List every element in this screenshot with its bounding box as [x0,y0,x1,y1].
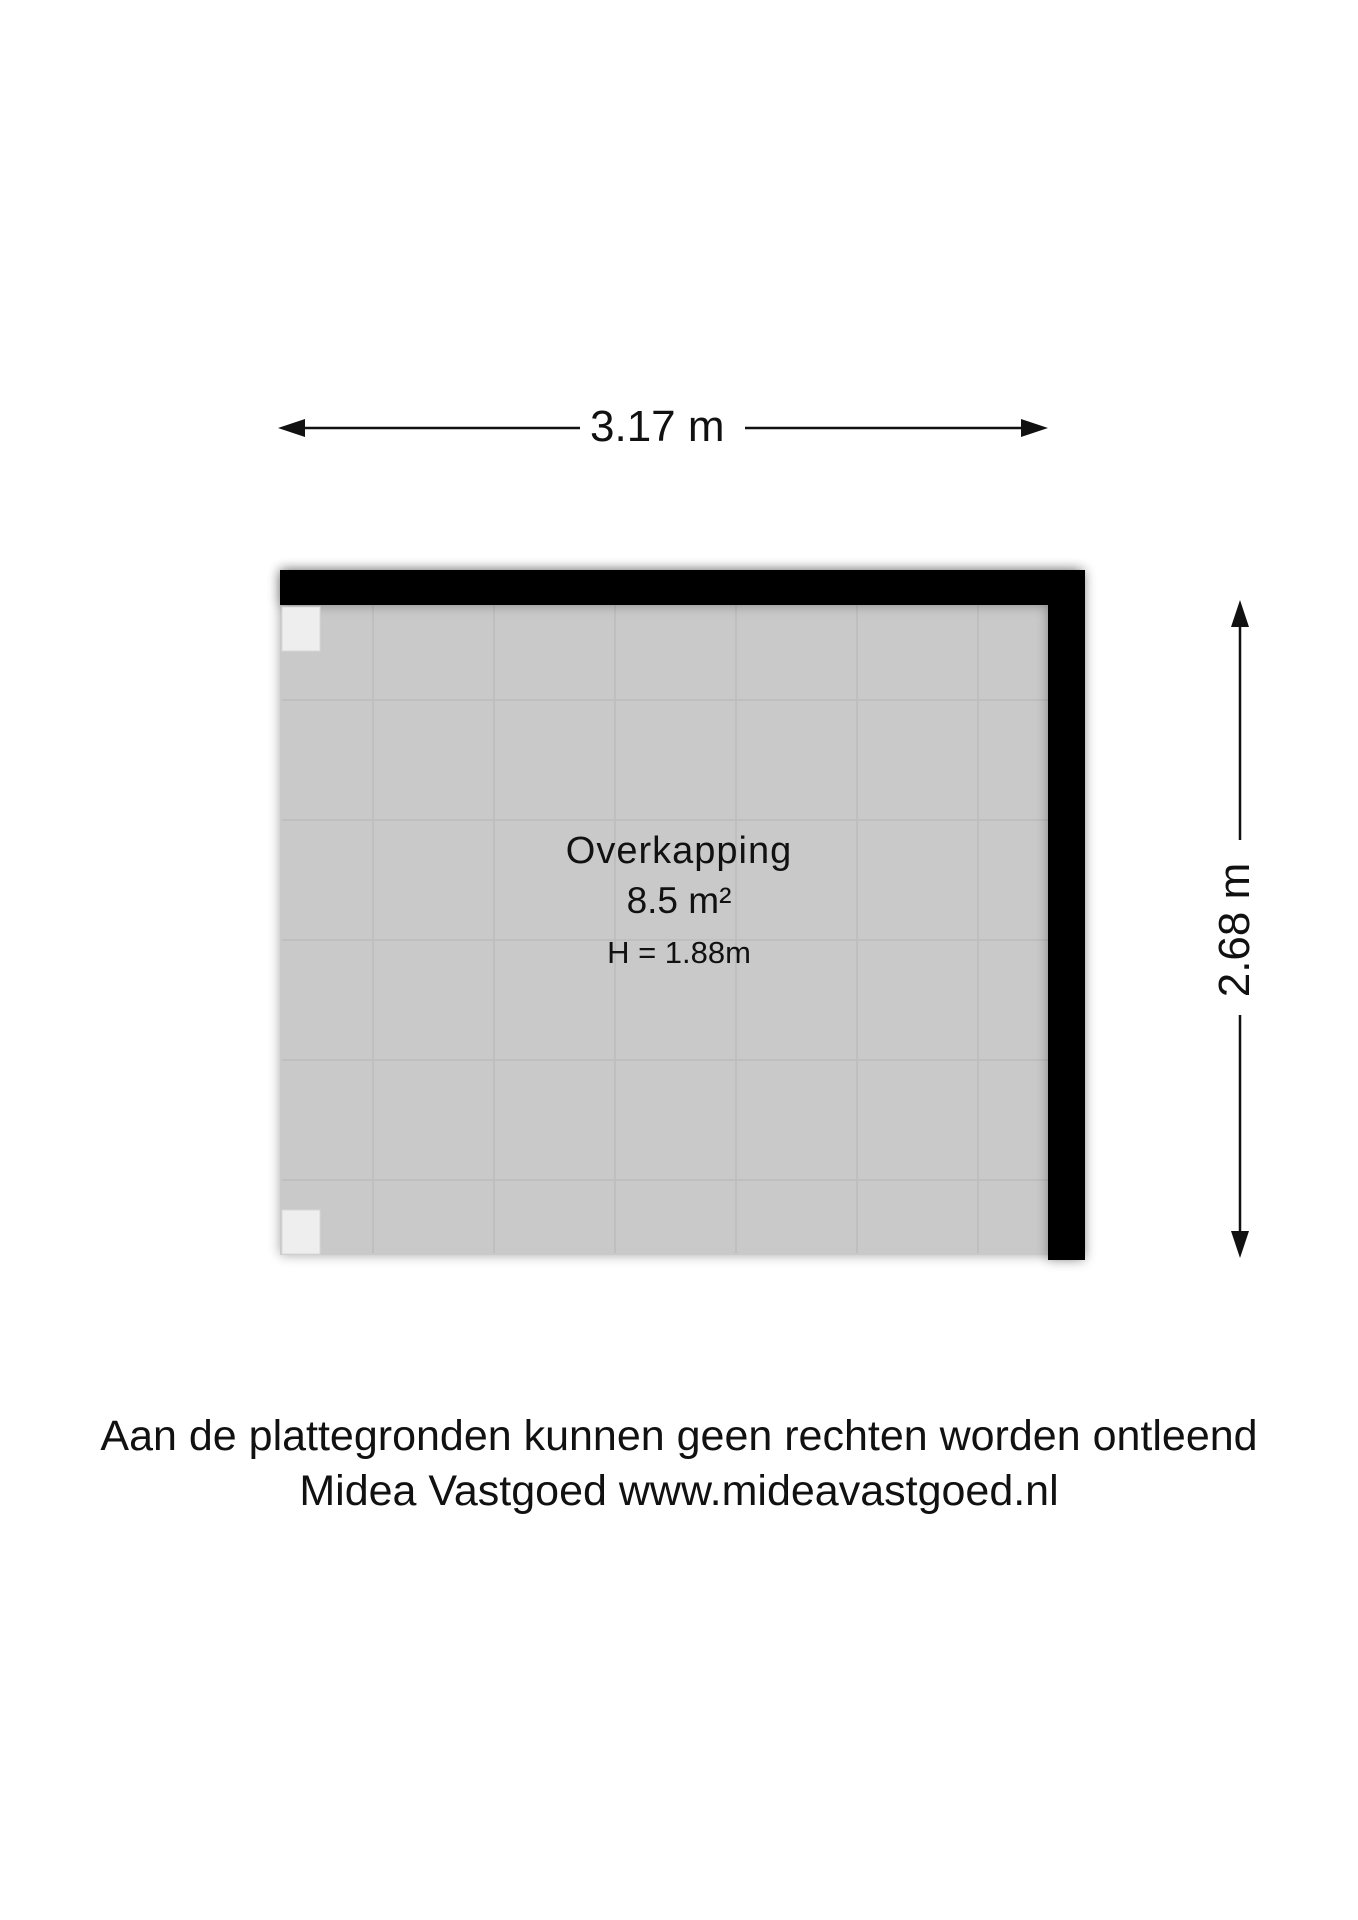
room-name: Overkapping [565,830,793,872]
width-dimension-label: 3.17 m [590,402,725,451]
room-ceiling-height: H = 1.88m [607,935,751,970]
footer-company: Midea Vastgoed www.mideavastgoed.nl [299,1467,1059,1515]
arrow-down-icon [1231,1231,1249,1258]
height-dimension-label: 2.68 m [1210,862,1259,998]
room-area: 8.5 m² [626,880,732,921]
post-top-left [282,607,320,651]
footer-disclaimer: Aan de plattegronden kunnen geen rechten worden ontleend [100,1412,1258,1460]
arrow-up-icon [1231,600,1249,627]
right-wall [1048,570,1085,1260]
arrow-left-icon [278,419,305,437]
post-bottom-left [282,1210,320,1254]
top-wall [280,570,1085,605]
arrow-right-icon [1021,419,1048,437]
